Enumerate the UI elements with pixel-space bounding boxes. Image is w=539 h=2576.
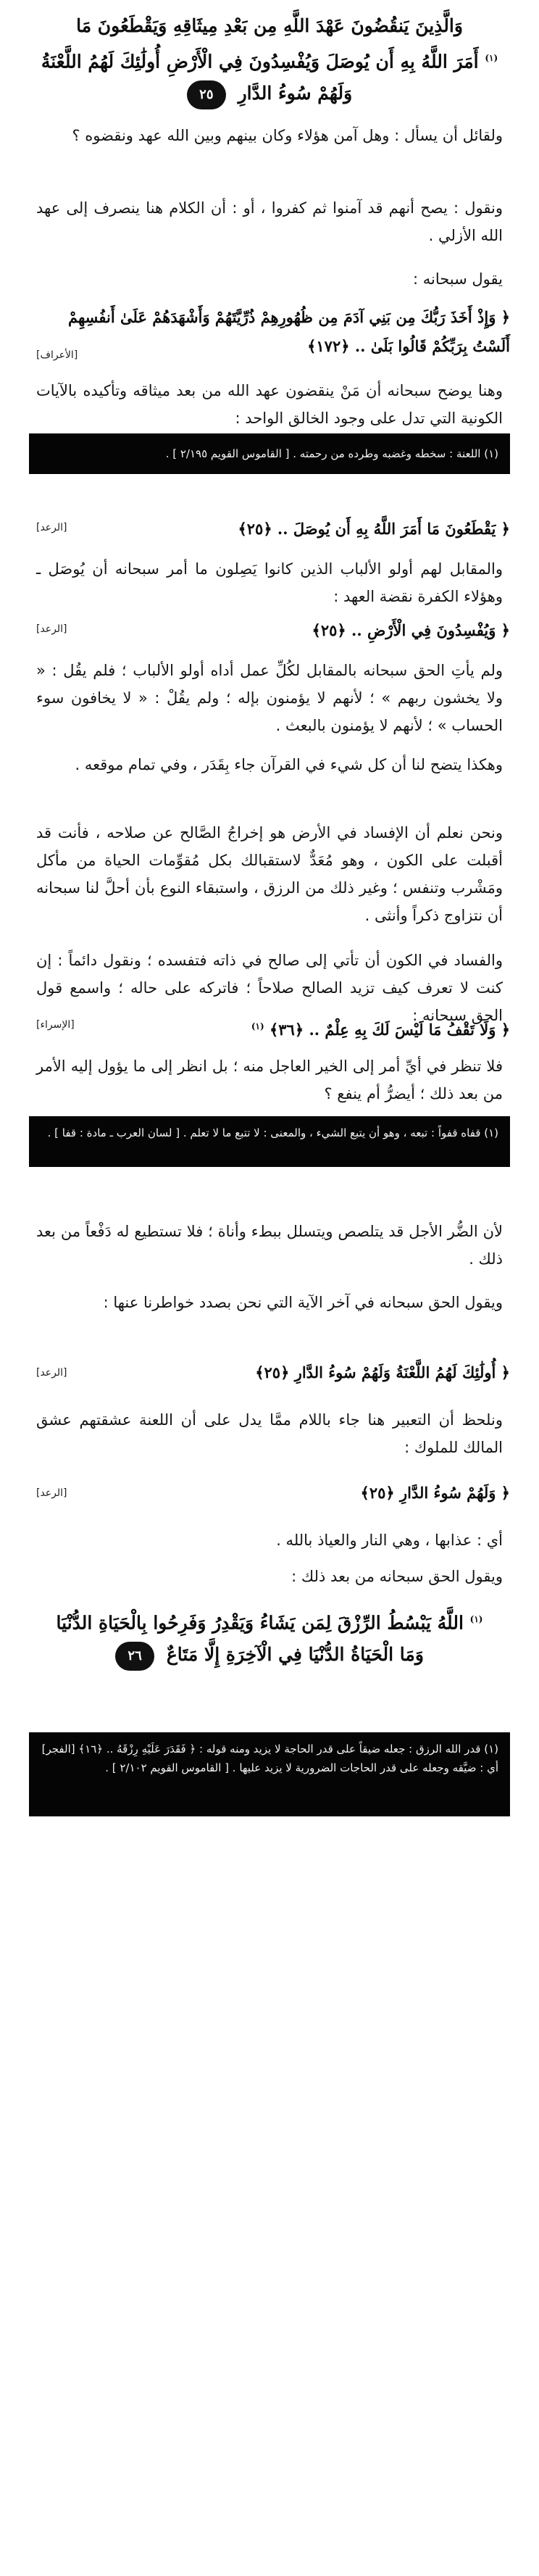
footnote: (١) اللعنة : سخطه وغضبه وطرده من رحمته . [ القاموس القويم ٢/١٩٥ ] .: [29, 433, 510, 474]
quran-verse: [29, 1012, 510, 1044]
verse-text: ﴿ وَلَا تَقْفُ مَا لَيْسَ لَكَ بِهِ عِلْمٌ .. ﴿٣٦﴾: [269, 1021, 510, 1039]
quran-line: وَالَّذِينَ يَنقُضُونَ عَهْدَ اللَّهِ مِن بَعْدِ مِيثَاقِهِ وَيَقْطَعُونَ مَا: [76, 15, 463, 36]
quran-verse: ﴿ يَقْطَعُونَ مَا أَمَرَ اللَّهُ بِهِ أَن يُوصَلَ .. ﴿٢٥﴾: [238, 520, 510, 538]
verse-source: [الرعد]: [36, 522, 67, 533]
quran-line: [36, 78, 503, 109]
quran-line-text: اللَّهُ يَبْسُطُ الرِّزْقَ لِمَن يَشَاءُ وَيَقْدِرُ وَفَرِحُوا بِالْحَيَاةِ الدُّنْيَا: [56, 1612, 464, 1634]
quran-verse: ﴿ وَلَهُمْ سُوءُ الدَّارِ ﴿٢٥﴾: [360, 1484, 510, 1502]
quran-line-text: وَمَا الْحَيَاةُ الدُّنْيَا فِي الْآخِرَةِ إِلَّا مَتَاعٌ: [166, 1644, 424, 1666]
ayah-number-ornament: ٢٥: [187, 80, 226, 109]
paragraph: فلا تنظر في أيِّ أمر إلى الخير العاجل منه ؛ بل انظر إلى ما يؤول إليه الأمر من بعد ذلك ؛ أيضرُّ أم ينفع ؟: [36, 1058, 503, 1102]
paragraph: أي : عذابها ، وهي النار والعياذ بالله .: [276, 1532, 503, 1549]
quran-line: [36, 1639, 503, 1671]
footnote-marker: (١): [469, 1614, 483, 1624]
paragraph: ويقول الحق سبحانه في آخر الآية التي نحن بصدد خواطرنا عنها :: [103, 1294, 503, 1311]
footnote: (١) قدر الله الرزق : جعله ضيقاً على قدر الحاجة لا يزيد ومنه قوله : ﴿ فَقَدَرَ عَلَيْهِ رِزْقَهُ .. ﴿١٦﴾ [الفجر] أي : ضيَّقه وجعله على قدر الحاجات الضرورية لا يزيد عليها . [ القاموس القويم ٢/١٠٢ ] .: [29, 1732, 510, 1816]
quran-line-text: وَلَهُمْ سُوءُ الدَّارِ: [238, 83, 353, 104]
paragraph: ولم يأتِ الحق سبحانه بالمقابل لكُلِّ عمل أداه أولو الألباب ؛ فلم يقُل : « ولا يخشون ربهم » ؛ لأنهم لا يؤمنون بإله ؛ ولم يقُلْ : « لا يخافون سوء الحساب » ؛ لأنهم لا يؤمنون بالبعث .: [36, 662, 503, 734]
paragraph: وهكذا يتضح لنا أن كل شيء في القرآن جاء بِقَدَر ، وفي تمام موقعه .: [75, 756, 503, 773]
footnote: (١) قفاه قفواً : تبعه ، وهو أن يتبع الشيء ، والمعنى : لا تتبع ما لا تعلم . [ لسان العرب ـ مادة : قفا ] .: [29, 1116, 510, 1167]
paragraph: ويقول الحق سبحانه من بعد ذلك :: [291, 1568, 503, 1585]
quran-line: [36, 42, 503, 78]
paragraph: وهنا يوضح سبحانه أن مَنْ ينقضون عهد الله من بعد ميثاقه وتأكيده بالآيات الكونية التي تدل على وجود الخالق الواحد :: [36, 382, 503, 427]
footnote-marker: (١): [251, 1021, 264, 1031]
quran-passage: [36, 10, 503, 109]
quran-line: [36, 1603, 503, 1639]
paragraph: لأن الضُّر الأجل قد يتلصص ويتسلل ببطء وأناة ؛ فلا تستطيع له دَفْعاً من بعد ذلك .: [36, 1223, 503, 1268]
verse-source: [الرعد]: [36, 1367, 67, 1379]
paragraph: يقول سبحانه :: [413, 270, 503, 288]
quran-line-text: أَمَرَ اللَّهُ بِهِ أَن يُوصَلَ وَيُفْسِدُونَ فِي الْأَرْضِ أُولَٰئِكَ لَهُمُ اللَّعْنَةُ: [41, 51, 479, 72]
quran-verse: ﴿ أُولَٰئِكَ لَهُمُ اللَّعْنَةُ وَلَهُمْ سُوءُ الدَّارِ ﴿٢٥﴾: [255, 1363, 510, 1382]
quran-verse: ﴿ وَيُفْسِدُونَ فِي الْأَرْضِ .. ﴿٢٥﴾: [312, 621, 510, 639]
page-1: [0, 0, 539, 493]
ayah-number-ornament: ٢٦: [115, 1642, 154, 1671]
footnote-marker: (١): [485, 53, 498, 63]
quran-verse: ﴿ وَإِذْ أَخَذَ رَبُّكَ مِن بَنِي آدَمَ مِن ظُهُورِهِمْ ذُرِّيَّتَهُمْ وَأَشْهَدَهُمْ عَلَىٰ أَنفُسِهِمْ أَلَسْتُ بِرَبِّكُمْ قَالُوا بَلَىٰ .. ﴿١٧٢﴾: [68, 308, 510, 355]
verse-source: [الأعراف]: [36, 349, 78, 361]
quran-passage: [36, 1603, 503, 1671]
page-2: [0, 500, 539, 1189]
page-3: [0, 1203, 539, 1856]
paragraph: ونقول : يصح أنهم قد آمنوا ثم كفروا ، أو : أن الكلام هنا ينصرف إلى عهد الله الأزلي .: [36, 199, 503, 244]
paragraph: والفساد في الكون أن تأتي إلى صالح في ذاته فتفسده ؛ ونقول دائماً : إن كنت لا تعرف كيف تزيد الصالح صلاحاً ؛ فاتركه على حاله ؛ واسمع قول الحق سبحانه :: [36, 952, 503, 1024]
paragraph: ونحن نعلم أن الإفساد في الأرض هو إخراجُ الصَّالح عن صلاحه ، فأنت قد أقبلت على الكون ، وهو مُعَدٌّ لاستقبالك بكل مُقوِّمات الحياة من مأكل ومَشْرب وتنفس ؛ وغير ذلك من الرزق ، واستبقاء النوع بأن أحلَّ لنا سبحانه أن نتزاوج ذكراً وأنثى .: [36, 824, 503, 924]
verse-source: [الرعد]: [36, 1487, 67, 1499]
paragraph: ولقائل أن يسأل : وهل آمن هؤلاء وكان بينهم وبين الله عهد ونقضوه ؟: [72, 127, 503, 144]
paragraph: ونلحظ أن التعبير هنا جاء باللام ممَّا يدل على أن اللعنة عشقتهم عشق المالك للملوك :: [36, 1411, 503, 1456]
paragraph: والمقابل لهم أولو الألباب الذين كانوا يَصِلون ما أمر سبحانه أن يُوصَل ـ وهؤلاء الكفرة نقضة العهد :: [36, 560, 503, 605]
verse-source: [الإسراء]: [36, 1019, 75, 1031]
verse-source: [الرعد]: [36, 623, 67, 635]
